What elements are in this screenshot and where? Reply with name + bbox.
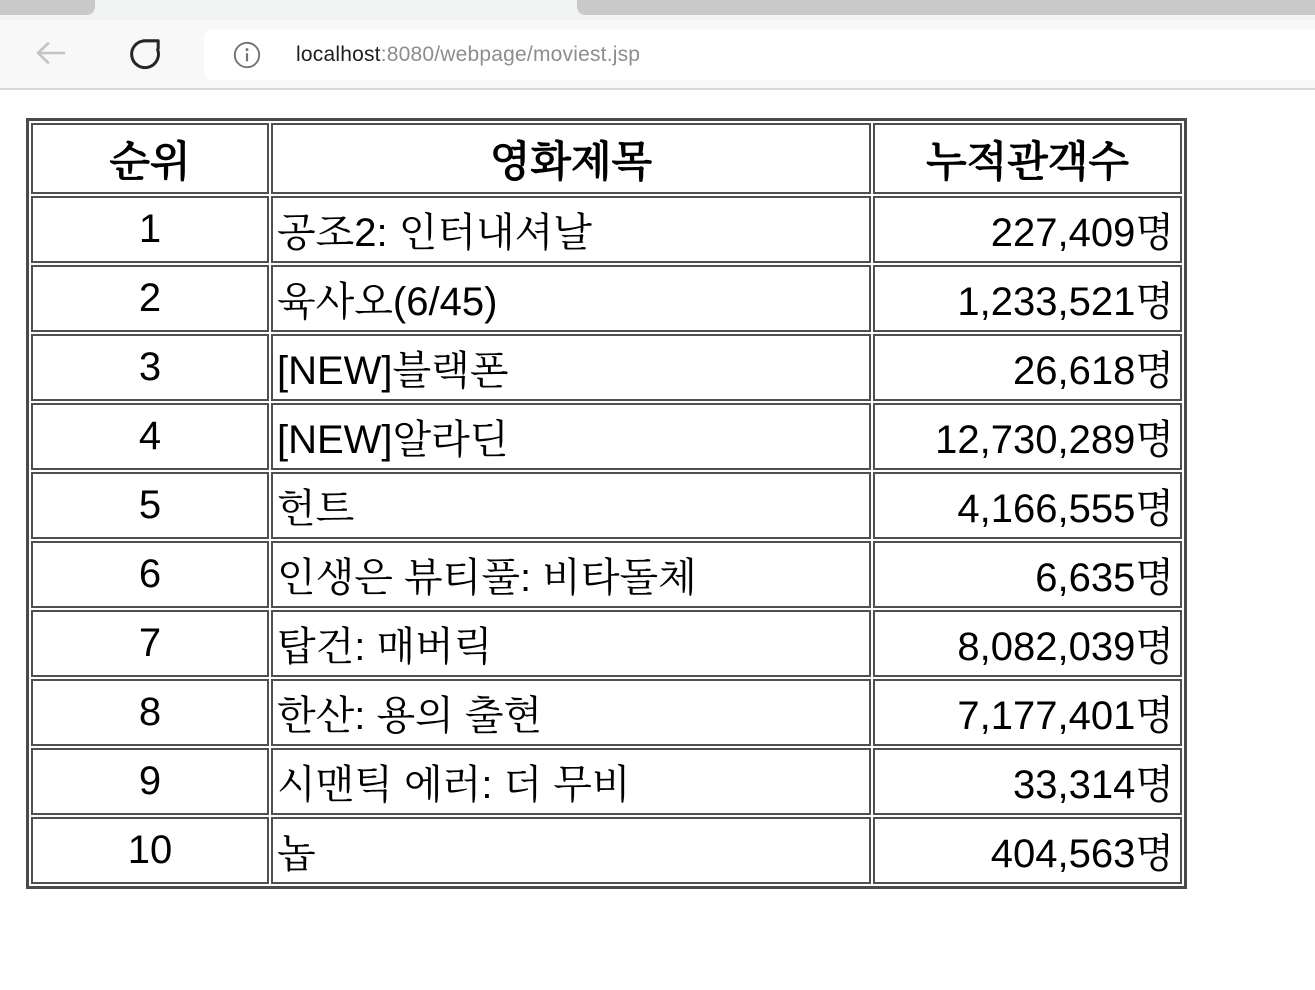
table-row xyxy=(31,472,1182,539)
title-cell: 공조2: 인터내셔날 xyxy=(271,196,871,263)
site-info-button[interactable] xyxy=(233,41,261,69)
header-title: 영화제목 xyxy=(271,123,871,194)
rank-cell: 1 xyxy=(31,196,269,263)
audience-cell: 1,233,521명 xyxy=(873,265,1182,332)
table-row xyxy=(31,196,1182,263)
table-row xyxy=(31,610,1182,677)
audience-cell: 12,730,289명 xyxy=(873,403,1182,470)
rank-cell: 8 xyxy=(31,679,269,746)
address-bar[interactable] xyxy=(204,29,1315,80)
page-viewport xyxy=(0,90,1315,988)
title-cell: [NEW]알라딘 xyxy=(271,403,871,470)
title-cell: 육사오(6/45) xyxy=(271,265,871,332)
audience-cell: 26,618명 xyxy=(873,334,1182,401)
url-path: :8080/webpage/moviest.jsp xyxy=(380,42,641,66)
rank-cell: 5 xyxy=(31,472,269,539)
audience-cell: 227,409명 xyxy=(873,196,1182,263)
table-row xyxy=(31,265,1182,332)
audience-cell: 404,563명 xyxy=(873,817,1182,884)
info-icon xyxy=(233,41,261,69)
table-header-row xyxy=(31,123,1182,194)
title-cell: 한산: 용의 출현 xyxy=(271,679,871,746)
table-row xyxy=(31,541,1182,608)
audience-cell: 7,177,401명 xyxy=(873,679,1182,746)
browser-toolbar xyxy=(0,20,1315,90)
table-row xyxy=(31,748,1182,815)
rank-cell: 9 xyxy=(31,748,269,815)
url-text[interactable] xyxy=(296,43,640,67)
header-audience: 누적관객수 xyxy=(873,123,1182,194)
movie-ranking-table xyxy=(26,118,1187,889)
rank-cell: 7 xyxy=(31,610,269,677)
audience-cell: 4,166,555명 xyxy=(873,472,1182,539)
table-row xyxy=(31,679,1182,746)
audience-cell: 6,635명 xyxy=(873,541,1182,608)
back-arrow-icon xyxy=(31,34,69,77)
tab-fragment-right[interactable] xyxy=(577,0,1315,15)
title-cell: 놉 xyxy=(271,817,871,884)
title-cell: 헌트 xyxy=(271,472,871,539)
audience-cell: 8,082,039명 xyxy=(873,610,1182,677)
title-cell: [NEW]블랙폰 xyxy=(271,334,871,401)
title-cell: 인생은 뷰티풀: 비타돌체 xyxy=(271,541,871,608)
table-row xyxy=(31,403,1182,470)
tab-fragment-left[interactable] xyxy=(0,0,95,15)
refresh-icon xyxy=(126,34,164,77)
refresh-button[interactable] xyxy=(126,36,164,74)
rank-cell: 4 xyxy=(31,403,269,470)
back-button[interactable] xyxy=(31,36,69,74)
title-cell: 시맨틱 에러: 더 무비 xyxy=(271,748,871,815)
audience-cell: 33,314명 xyxy=(873,748,1182,815)
rank-cell: 2 xyxy=(31,265,269,332)
url-host: localhost xyxy=(296,42,381,66)
table-row xyxy=(31,334,1182,401)
movie-table-body xyxy=(31,196,1182,884)
tab-strip xyxy=(0,0,1315,20)
header-rank: 순위 xyxy=(31,123,269,194)
rank-cell: 10 xyxy=(31,817,269,884)
rank-cell: 3 xyxy=(31,334,269,401)
rank-cell: 6 xyxy=(31,541,269,608)
title-cell: 탑건: 매버릭 xyxy=(271,610,871,677)
table-row xyxy=(31,817,1182,884)
